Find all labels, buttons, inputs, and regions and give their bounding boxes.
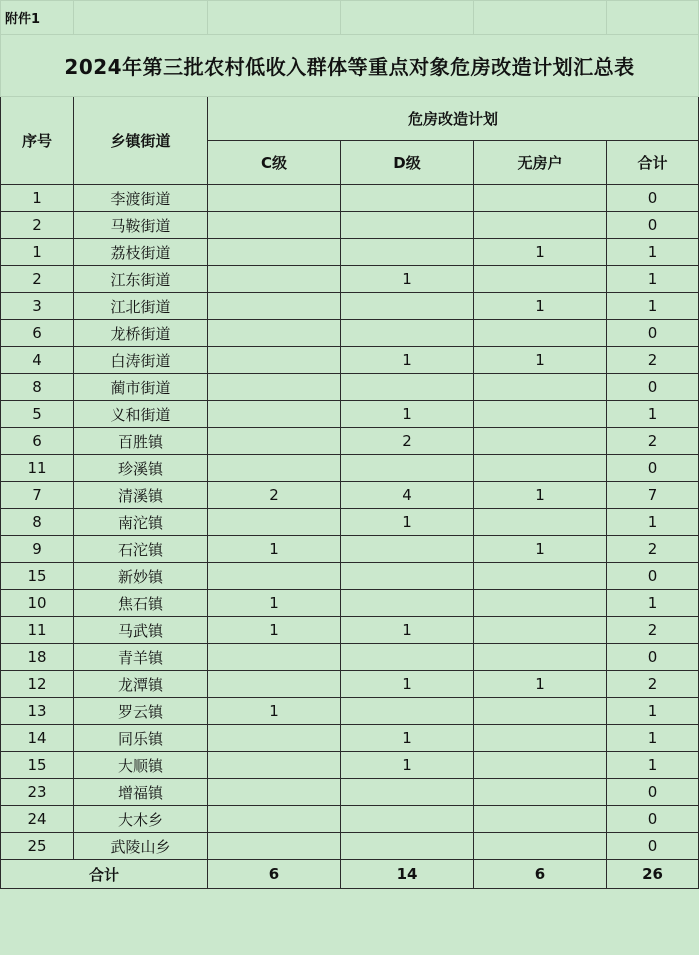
cell-town: 罗云镇 [74,698,208,725]
cell-no-house [474,428,607,455]
cell-total: 0 [607,644,699,671]
cell-d-level: 1 [341,266,474,293]
table-row [1,455,699,482]
cell-c-level [208,239,341,266]
cell-d-level: 1 [341,671,474,698]
cell-town: 大木乡 [74,806,208,833]
cell-total: 2 [607,536,699,563]
cell-c-level [208,563,341,590]
cell-no-house: 1 [474,536,607,563]
cell-town: 蔺市街道 [74,374,208,401]
cell-total: 0 [607,779,699,806]
cell-index: 5 [1,401,74,428]
table-row [1,212,699,239]
cell-index: 6 [1,320,74,347]
cell-c-level: 1 [208,536,341,563]
cell-no-house: 1 [474,671,607,698]
cell-no-house: 1 [474,347,607,374]
table-row [1,185,699,212]
header-plan-group: 危房改造计划 [208,97,699,141]
cell-d-level [341,698,474,725]
cell-total: 2 [607,428,699,455]
cell-no-house [474,212,607,239]
cell-no-house: 1 [474,482,607,509]
cell-index: 24 [1,806,74,833]
totals-total: 26 [607,860,699,889]
table-row [1,698,699,725]
cell-no-house [474,320,607,347]
header-d-level: D级 [341,141,474,185]
cell-no-house [474,644,607,671]
table-row [1,320,699,347]
cell-c-level [208,509,341,536]
cell-total: 1 [607,752,699,779]
cell-index: 8 [1,509,74,536]
cell-d-level [341,212,474,239]
cell-d-level [341,833,474,860]
cell-town: 义和街道 [74,401,208,428]
table-row [1,644,699,671]
cell-index: 6 [1,428,74,455]
cell-c-level [208,374,341,401]
table-body [1,185,699,860]
cell-total: 0 [607,374,699,401]
cell-c-level [208,455,341,482]
cell-index: 18 [1,644,74,671]
cell-d-level: 1 [341,401,474,428]
header-no-house: 无房户 [474,141,607,185]
cell-no-house [474,752,607,779]
empty-cell [607,1,699,35]
cell-c-level: 1 [208,590,341,617]
cell-c-level [208,293,341,320]
cell-d-level [341,779,474,806]
cell-town: 大顺镇 [74,752,208,779]
table-row [1,752,699,779]
table-row [1,509,699,536]
cell-d-level: 4 [341,482,474,509]
cell-town: 龙桥街道 [74,320,208,347]
table-row [1,806,699,833]
cell-d-level [341,374,474,401]
cell-c-level [208,212,341,239]
cell-town: 新妙镇 [74,563,208,590]
cell-c-level: 1 [208,617,341,644]
table-row [1,590,699,617]
cell-no-house [474,617,607,644]
empty-cell [208,1,341,35]
cell-d-level [341,536,474,563]
attachment-label: 附件1 [1,1,74,35]
cell-index: 13 [1,698,74,725]
table-row [1,536,699,563]
header-c-level: C级 [208,141,341,185]
cell-town: 南沱镇 [74,509,208,536]
cell-d-level [341,293,474,320]
cell-index: 2 [1,266,74,293]
cell-index: 12 [1,671,74,698]
cell-no-house [474,725,607,752]
cell-index: 1 [1,239,74,266]
cell-no-house: 1 [474,293,607,320]
cell-total: 2 [607,347,699,374]
cell-town: 焦石镇 [74,590,208,617]
cell-no-house [474,455,607,482]
cell-no-house [474,374,607,401]
table-row [1,293,699,320]
cell-d-level: 2 [341,428,474,455]
cell-total: 1 [607,698,699,725]
totals-d-level: 14 [341,860,474,889]
cell-c-level [208,725,341,752]
cell-total: 0 [607,455,699,482]
cell-c-level: 2 [208,482,341,509]
cell-index: 9 [1,536,74,563]
table-row [1,725,699,752]
cell-no-house [474,401,607,428]
cell-index: 14 [1,725,74,752]
cell-total: 0 [607,833,699,860]
cell-no-house [474,779,607,806]
cell-d-level [341,320,474,347]
cell-total: 1 [607,509,699,536]
cell-town: 马鞍街道 [74,212,208,239]
cell-d-level [341,644,474,671]
cell-d-level [341,239,474,266]
totals-no-house: 6 [474,860,607,889]
cell-index: 2 [1,212,74,239]
cell-d-level [341,806,474,833]
cell-total: 2 [607,617,699,644]
cell-c-level [208,752,341,779]
table-row [1,563,699,590]
table-row [1,374,699,401]
cell-no-house [474,563,607,590]
cell-no-house [474,185,607,212]
cell-d-level [341,185,474,212]
header-index: 序号 [1,97,74,185]
cell-no-house [474,266,607,293]
cell-town: 白涛街道 [74,347,208,374]
cell-c-level [208,833,341,860]
cell-total: 0 [607,563,699,590]
cell-no-house [474,698,607,725]
cell-total: 1 [607,293,699,320]
cell-town: 李渡街道 [74,185,208,212]
totals-label: 合计 [1,860,208,889]
cell-c-level [208,320,341,347]
empty-cell [341,1,474,35]
cell-d-level: 1 [341,617,474,644]
table-row [1,239,699,266]
cell-c-level [208,806,341,833]
cell-total: 1 [607,590,699,617]
table-row [1,779,699,806]
cell-total: 1 [607,239,699,266]
cell-town: 青羊镇 [74,644,208,671]
table-row [1,482,699,509]
cell-no-house: 1 [474,239,607,266]
empty-cell [474,1,607,35]
cell-total: 0 [607,212,699,239]
cell-total: 2 [607,671,699,698]
cell-total: 1 [607,401,699,428]
cell-town: 江北街道 [74,293,208,320]
table-row [1,266,699,293]
cell-no-house [474,806,607,833]
cell-town: 江东街道 [74,266,208,293]
cell-c-level [208,779,341,806]
cell-no-house [474,590,607,617]
cell-index: 4 [1,347,74,374]
cell-index: 1 [1,185,74,212]
cell-index: 11 [1,617,74,644]
cell-town: 百胜镇 [74,428,208,455]
cell-c-level [208,185,341,212]
cell-index: 7 [1,482,74,509]
cell-d-level: 1 [341,509,474,536]
cell-c-level [208,347,341,374]
cell-index: 15 [1,752,74,779]
cell-town: 马武镇 [74,617,208,644]
cell-d-level [341,563,474,590]
header-town: 乡镇街道 [74,97,208,185]
cell-total: 0 [607,320,699,347]
cell-town: 增福镇 [74,779,208,806]
cell-town: 荔枝街道 [74,239,208,266]
cell-town: 清溪镇 [74,482,208,509]
cell-town: 珍溪镇 [74,455,208,482]
cell-town: 武陵山乡 [74,833,208,860]
cell-index: 15 [1,563,74,590]
cell-total: 0 [607,806,699,833]
cell-total: 0 [607,185,699,212]
table-row [1,347,699,374]
cell-no-house [474,833,607,860]
cell-town: 龙潭镇 [74,671,208,698]
cell-town: 石沱镇 [74,536,208,563]
cell-d-level: 1 [341,725,474,752]
table-row [1,401,699,428]
cell-no-house [474,509,607,536]
cell-index: 11 [1,455,74,482]
cell-total: 1 [607,725,699,752]
cell-c-level [208,266,341,293]
table-row [1,617,699,644]
cell-total: 1 [607,266,699,293]
cell-town: 同乐镇 [74,725,208,752]
cell-index: 8 [1,374,74,401]
cell-c-level [208,644,341,671]
table-row [1,671,699,698]
totals-c-level: 6 [208,860,341,889]
empty-cell [74,1,208,35]
cell-total: 7 [607,482,699,509]
cell-c-level [208,401,341,428]
cell-d-level: 1 [341,347,474,374]
page-title: 2024年第三批农村低收入群体等重点对象危房改造计划汇总表 [1,35,699,97]
cell-index: 10 [1,590,74,617]
cell-d-level [341,455,474,482]
table-row [1,428,699,455]
cell-c-level [208,671,341,698]
cell-d-level: 1 [341,752,474,779]
cell-d-level [341,590,474,617]
cell-c-level: 1 [208,698,341,725]
table-row [1,833,699,860]
cell-index: 25 [1,833,74,860]
cell-c-level [208,428,341,455]
cell-index: 23 [1,779,74,806]
cell-index: 3 [1,293,74,320]
header-total: 合计 [607,141,699,185]
